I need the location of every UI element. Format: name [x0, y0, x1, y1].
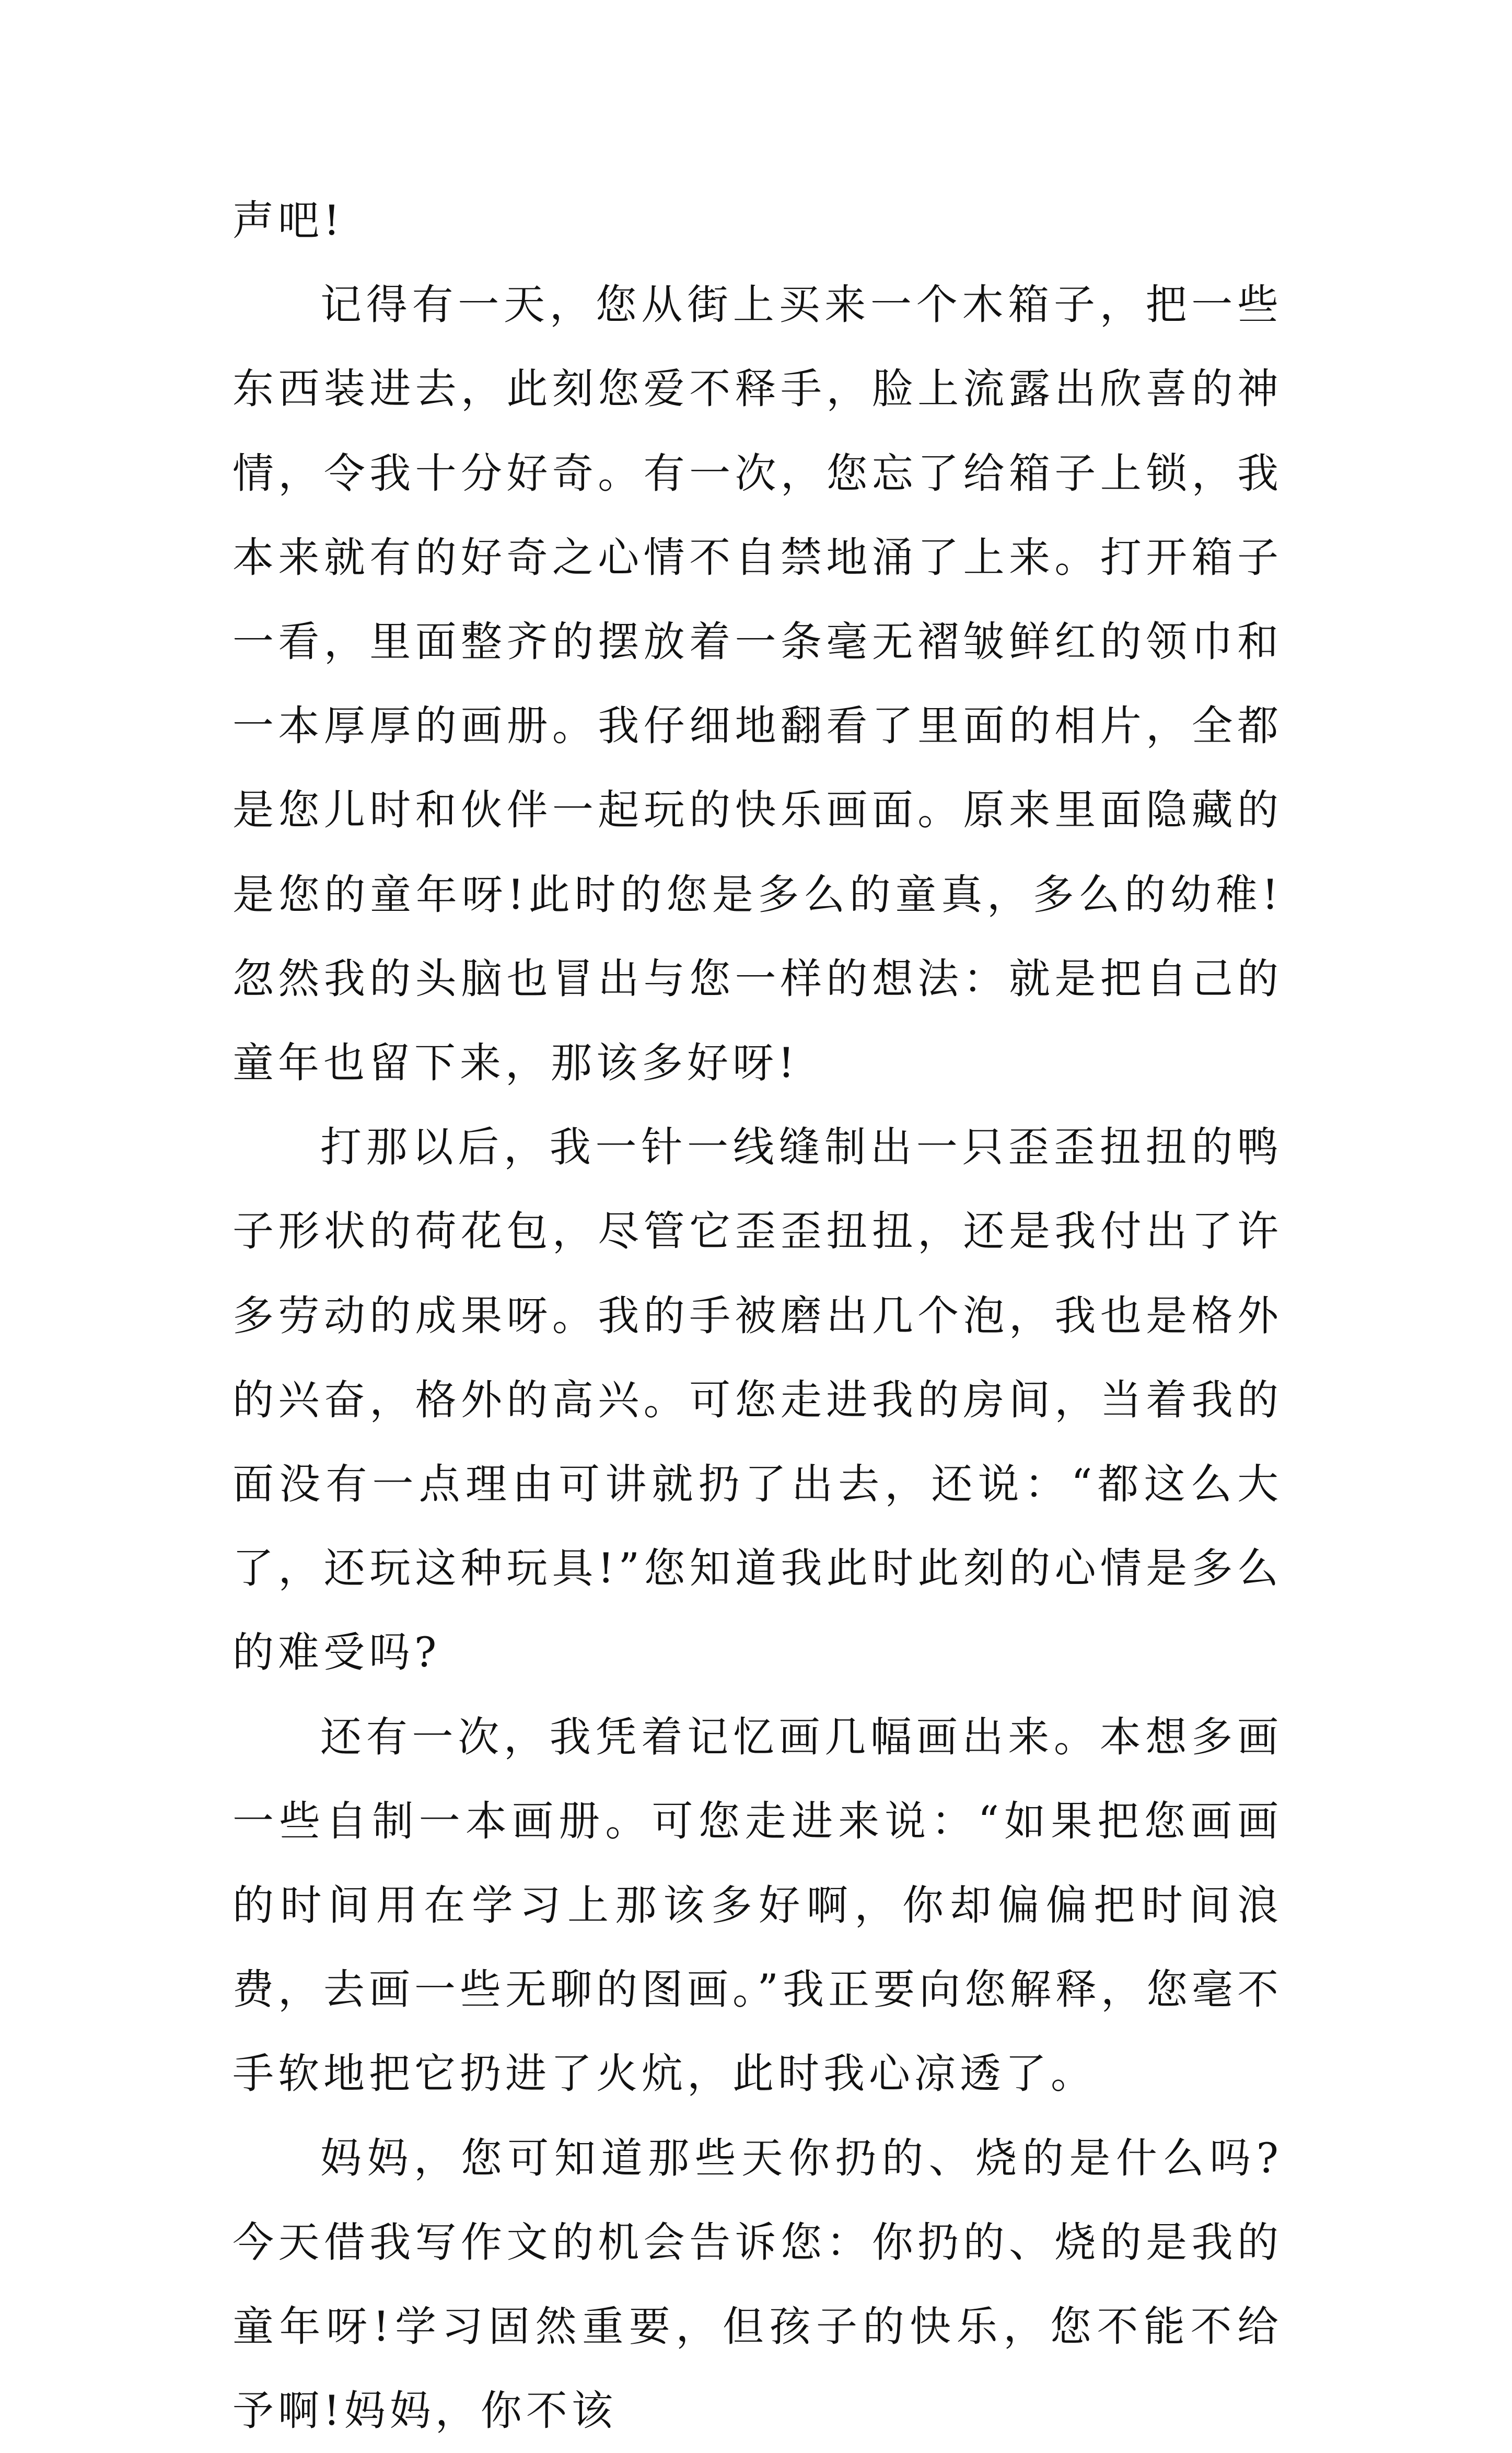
document-body	[232, 179, 1283, 2453]
paragraph-4: 还有一次，我凭着记忆画几幅画出来。本想多画一些自制一本画册。可您走进来说：“如果把您画画的时间用在学习上那该多好啊，你却偏偏把时间浪费，去画一些无聊的图画。”我正要向您解释，您毫不手软地把它扔进了火炕，此时我心凉透了。	[232, 1713, 1283, 2098]
paragraph-2: 记得有一天，您从街上买来一个木箱子，把一些东西装进去，此刻您爱不释手，脸上流露出欣喜的神情，令我十分好奇。有一次，您忘了给箱子上锁，我本来就有的好奇之心情不自禁地涌了上来。打开箱子一看，里面整齐的摆放着一条毫无褶皱鲜红的领巾和一本厚厚的画册。我仔细地翻看了里面的相片，全都是您儿时和伙伴一起玩的快乐画面。原来里面隐藏的是您的童年呀!此时的您是多么的童真，多么的幼稚!忽然我的头脑也冒出与您一样的想法：就是把自己的童年也留下来，那该多好呀!	[232, 281, 1283, 1087]
paragraph-1: 声吧!	[232, 196, 344, 245]
paragraph-5: 妈妈，您可知道那些天你扔的、烧的是什么吗?今天借我写作文的机会告诉您：你扔的、烧的是我的童年呀!学习固然重要，但孩子的快乐，您不能不给予啊!妈妈，你不该	[232, 2134, 1283, 2435]
paragraph-3: 打那以后，我一针一线缝制出一只歪歪扭扭的鸭子形状的荷花包，尽管它歪歪扭扭，还是我付出了许多劳动的成果呀。我的手被磨出几个泡，我也是格外的兴奋，格外的高兴。可您走进我的房间，当着我的面没有一点理由可讲就扔了出去，还说：“都这么大了，还玩这种玩具!”您知道我此时此刻的心情是多么的难受吗?	[232, 1123, 1283, 1677]
